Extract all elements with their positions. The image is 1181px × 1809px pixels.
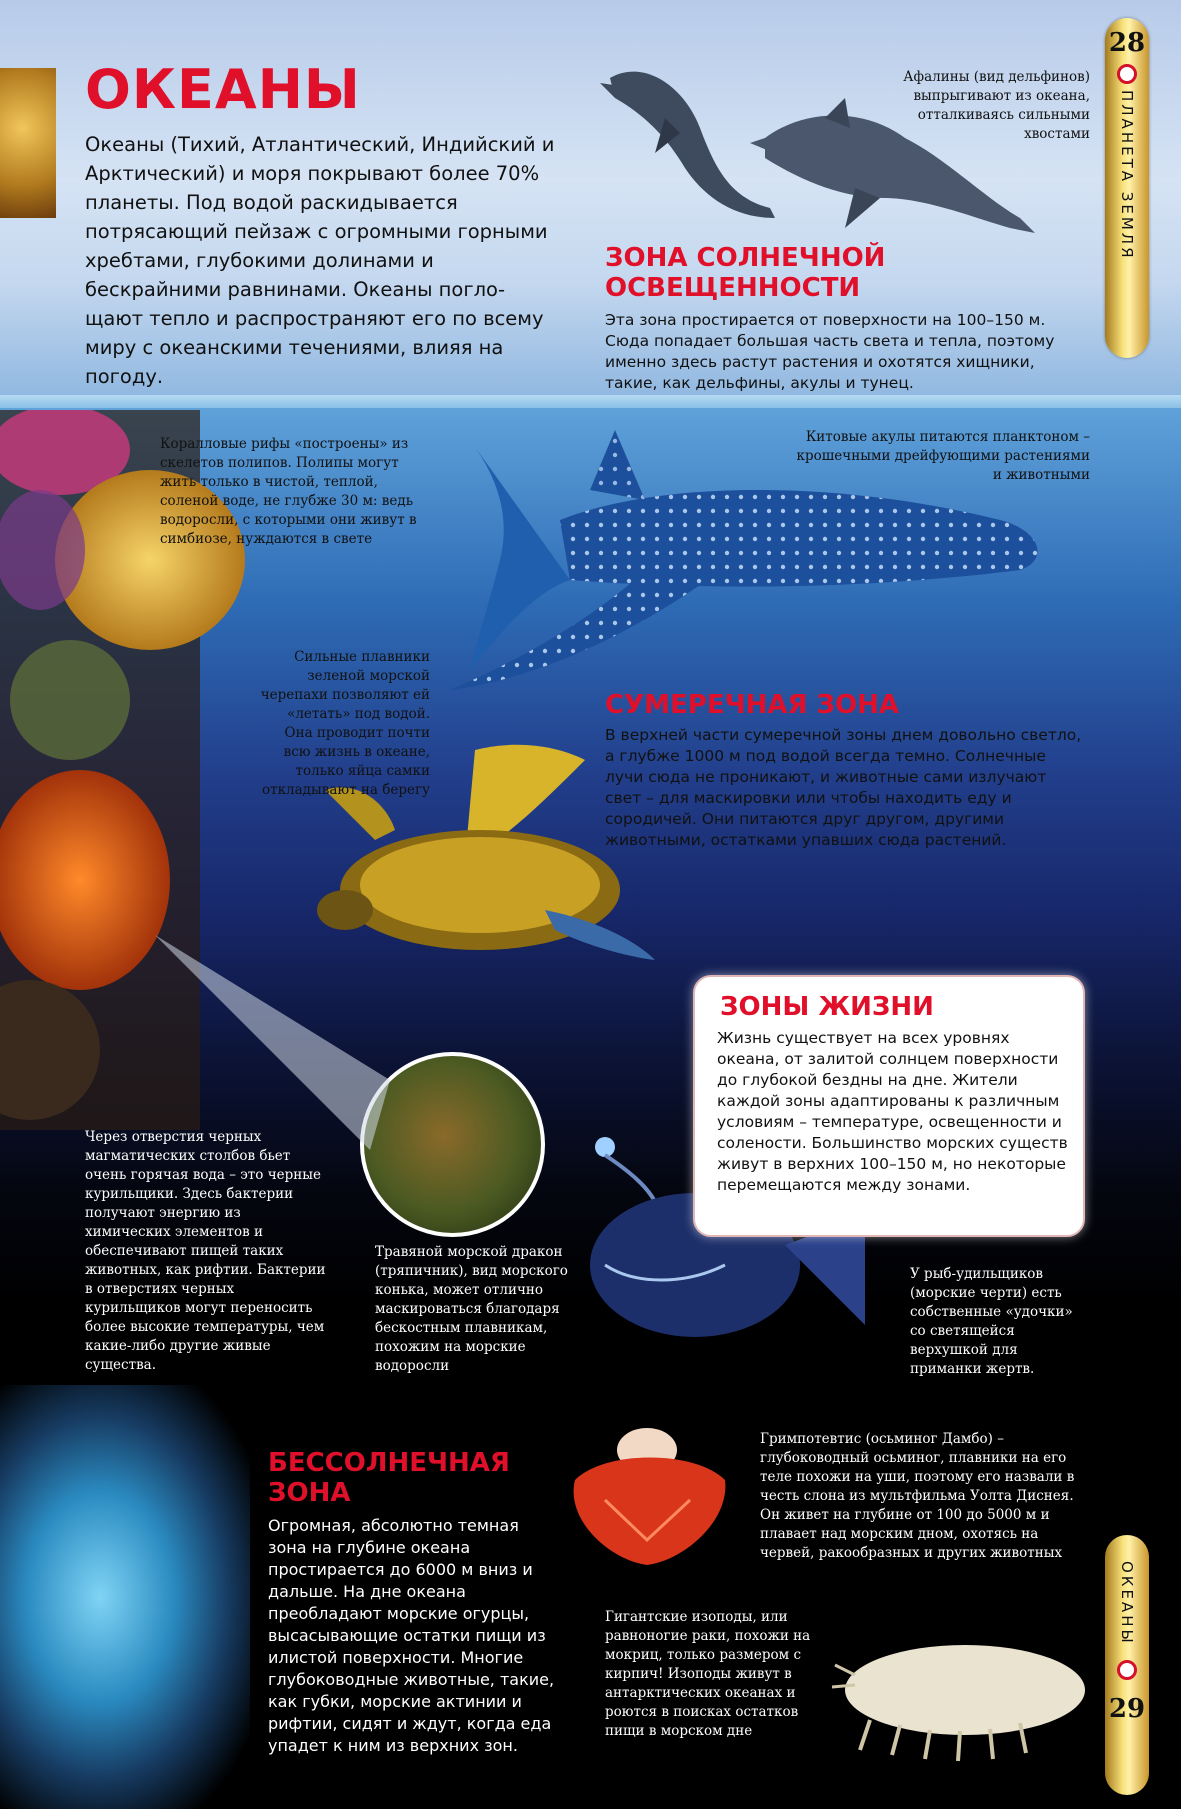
giant-isopod-illustration <box>830 1625 1095 1765</box>
caption-anglerfish: У рыб-удильщиков (морские черти) есть собственные «удочки» со светящейся верхушкой для приманки жертв. <box>910 1266 1073 1377</box>
page-number-left: 28 <box>1108 28 1146 58</box>
life-zones-heading: ЗОНЫ ЖИЗНИ <box>720 992 934 1022</box>
caption-turtle: Сильные плавники зеленой морской черепахи позволяют ей «летать» под водой. Она проводит почти всю жизнь в океане, только яйца самки откладывают на берегу <box>260 649 430 798</box>
compass-icon <box>1117 64 1137 84</box>
caption-sea-dragon: Травяной морской дракон (тряпичник), вид морского конька, может отлично маскироваться благодаря бескостным плавникам, похожим на морские водоросли <box>375 1244 568 1374</box>
caption-whale-shark: Китовые акулы питаются планктоном – крошечными дрейфующими растениями и животными <box>796 429 1090 483</box>
coral-thumbnail <box>0 68 56 218</box>
midnight-zone-heading-line1: БЕССОЛНЕЧНАЯ <box>268 1448 510 1478</box>
life-zones-box <box>693 975 1085 1237</box>
section-tab-top <box>1105 18 1149 358</box>
twilight-zone-text: В верхней части сумеречной зоны днем довольно светло, а глубже 1000 м под водой всегда темно. Солнечные лучи сюда не проникают, и животные сами излучают свет – для маскировки или чтобы находить еду и сородичей. Они питаются друг другом, другими животными, остатками упавших сюда растений. <box>605 726 1082 849</box>
section-label-left: ПЛАНЕТА ЗЕМЛЯ <box>1118 90 1136 261</box>
section-label-right: ОКЕАНЫ <box>1118 1561 1136 1646</box>
caption-vents: Через отверстия черных магматических столбов бьет очень горячая вода – это черные курильщики. Здесь бактерии получают энергию из химических элементов и обеспечивают пищей таких животных, как рифтии. Бактерии в отверстиях черных курильщиков могут переносить более высокие температуры, чем какие-либо другие живые существа. <box>85 1129 326 1373</box>
hydrothermal-vent-photo <box>0 1385 250 1809</box>
sunlit-zone-text: Эта зона простирается от поверхности на 100–150 м. Сюда попадает большая часть света и тепла, поэтому именно здесь растут растения и охотятся хищники, такие, как дельфины, акулы и тунец. <box>605 311 1055 392</box>
page-number-right: 29 <box>1108 1693 1146 1724</box>
life-zones-text: Жизнь существует на всех уровнях океана, от залитой солнцем поверхности до глубокой бездны на дне. Жители каждой зоны адаптированы к различным условиям – температуре, освещенности и солености. Большинство морских существ живут в верхних 100–150 м, но некоторые перемещаются между зонами. <box>717 1029 1068 1194</box>
caption-dumbo: Гримпотевтис (осьминог Дамбо) – глубоководный осьминог, плавники на его теле похожи на уши, поэтому его назвали в честь слона из мультфильма Уолта Диснея. Он живет на глубине от 100 до 5000 м и плавает над морским дном, охотясь на червей, ракообразных и других животных <box>760 1431 1075 1561</box>
intro-paragraph: Океаны (Тихий, Атлантический, Индийский и Арктический) и моря покрывают более 70% планеты. Под водой раскидывается потрясающий пейзаж с огромными горными хребтами, глубокими долинами и бескрайними равнинами. Океаны поглощают тепло и распространяют его по всему миру с океанскими течениями, влияя на погоду. <box>85 133 555 388</box>
midnight-zone-heading <box>268 1448 588 1508</box>
section-tab-bottom <box>1105 1535 1149 1795</box>
caption-isopod: Гигантские изоподы, или равноногие раки, похожи на мокриц, только размером с кирпич! Изоподы живут в антарктических океанах и роются в поисках остатков пищи в морском дне <box>605 1609 811 1739</box>
compass-icon <box>1117 1660 1137 1680</box>
midnight-zone-heading-line2: ЗОНА <box>268 1478 351 1508</box>
caption-dolphins: Афалины (вид дельфинов) выпрыгивают из океана, отталкиваясь сильными хвостами <box>903 69 1090 142</box>
sunlit-zone-heading-line1: ЗОНА СОЛНЕЧНОЙ <box>605 243 886 273</box>
caption-coral: Коралловые рифы «построены» из скелетов полипов. Полипы могут жить только в чистой, теплой, соленой воде, не глубже 30 м: ведь водоросли, с которыми они живут в симбиозе, нуждаются в свете <box>160 436 417 547</box>
twilight-zone-heading: СУМЕРЕЧНАЯ ЗОНА <box>605 690 899 720</box>
sunlit-zone-heading-line2: ОСВЕЩЕННОСТИ <box>605 273 861 303</box>
sunlit-zone-heading <box>605 243 1005 303</box>
page-title: ОКЕАНЫ <box>85 58 361 121</box>
midnight-zone-text: Огромная, абсолютно темная зона на глубине океана простирается до 6000 м вниз и дальше. На дне океана преобладают морские огурцы, высасывающие остатки пищи из илистой поверхности. Многие глубоководные животные, такие, как губки, морские актинии и рифтии, сидят и ждут, когда еда упадет к ним из верхних зон. <box>268 1516 555 1755</box>
